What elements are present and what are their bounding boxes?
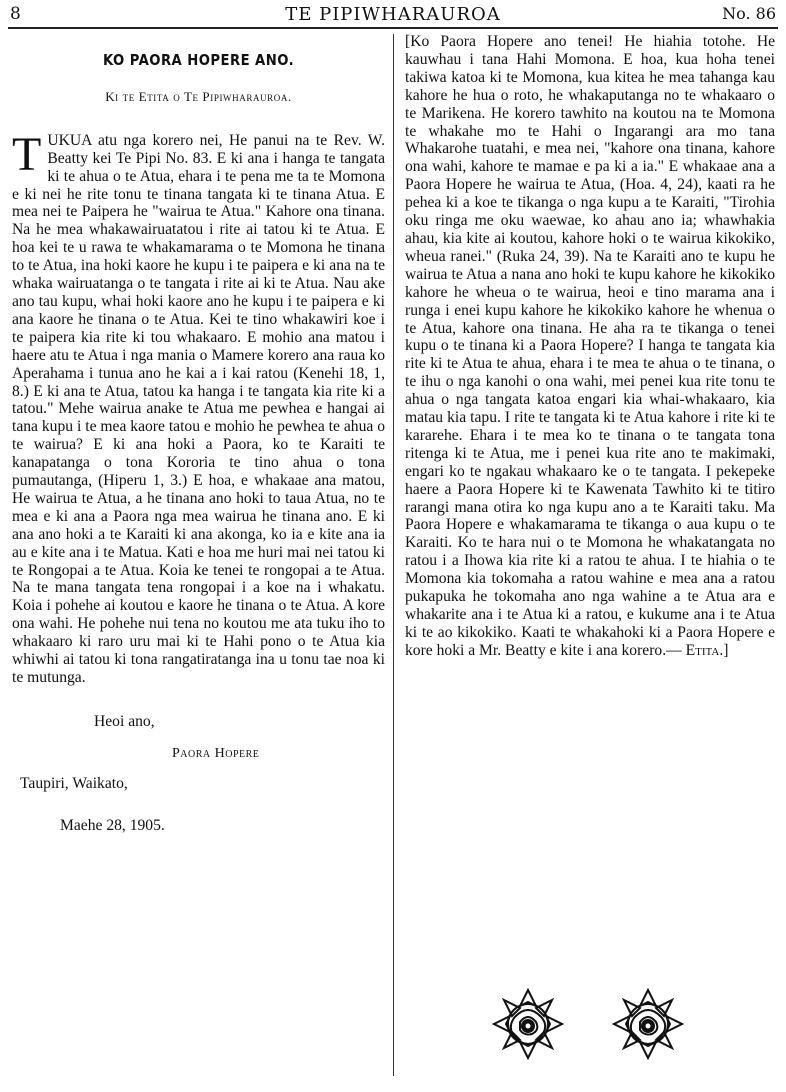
column-divider [393, 34, 394, 1076]
running-head [10, 4, 776, 28]
header-rule [8, 27, 778, 29]
rose-ornament-icon [612, 988, 684, 1060]
page-number: 8 [10, 4, 21, 24]
left-column [12, 36, 385, 835]
drop-cap: T [12, 127, 42, 181]
rose-ornament-right [612, 988, 684, 1060]
article-title: KO PAORA HOPERE ANO. [102, 51, 295, 69]
letter-text: UKUA atu nga korero nei, He panui na te Rev. W. Beatty kei Te Pipi No. 83. E ki ana i hanga te tangata ki te ahua o te Atua, ehara i te pena me ta te Momona e ki nei he rite tonu te tinana tangata ki te tinana Atua. E mea nei te Paipera he "wairua te Atua." Kahore ona tinana. Na he mea whakawairuatatou i rite ai tatou ki te Atua. E hoa kei te u rawa te whakamarama o te Momona he tinana to te Atua, ina hoki kaore he kupu i te paipera e ki ana na te whaka wairuatanga o te tangata i rite ai ki te Atua. Nau ake ano tau kupu, whai hoki kaore ano he kupu i te paipera e ki ana kaore he tinana o te Atua. Kei te tino whakawiri koe i te paipera kia rite ki tou whakaaro. E mohio ana matou i haere atu te Atua i nga mania o Mamere korero ana raua ko Aperahama i tunua ano he kai a i kai ratou (Kenehi 18, 1, 8.) E ki ana te Atua, tatou ka hanga i te tangata kia rite ki a tatou." Mehe wairua anake te Atua me pewhea e hangai ai tana kupu i te mea kaore tatou e mohio he pewhea te ahua o te wairua? E ki ana hoki a Paora, ko te Karaiti te kanapatanga o tona Kororia te tino ahua o tona pumautanga, (Hiperu 1, 3.) E hoa, e whakaae ana matou, He wairua te Atua, a he tinana ano hoki to taua Atua, no te mea e ki ana a Paora nga mea wairua he tinana ano. E ki ana ano hoki a te Karaiti ki ana akonga, ko ia e kite ana ia au e kite ana i te Matua. Kati e hoa me huri mai nei tatou ki te Rongopai a te Atua. Koia ke tenei te rongopai a te Atua. Na te mana tangata tena rongopai i a koe na i whakatu. Koia i pohehe ai koutou e kaore he tinana o te Atua. A kore ona wahi. He pohehe nui tena no koutou me ata tuku iho to whakaaro ki raro uru mai ki te Hahi pono o te Atua kia whiwhi ai tatou ki tona rangatiratanga ina u tonu tae noa ki te mutunga. [12, 131, 385, 686]
rose-ornament-left [492, 988, 564, 1060]
issue-number: No. 86 [722, 4, 776, 23]
editor-note-text: [Ko Paora Hopere ano tenei! He hiahia totohe. He kauwhau i tana Hahi Momona. E hoa, kua hoha tenei takiwa katoa ki te Momona, kua kitea he mea tahanga kau kahore he hua o roto, he whakaputanga no te whakaaro o te Marikena. He korero tawhito na koutou na te Momona te whakahe mo te Hahi o Ingarangi ara mo tana Whakarohe tuatahi, e mea nei, "kahore ona tinana, kahore ona wahi, kahore te mamae e pa ki a ia." E whakaae ana a Paora Hopere he wairua te Atua, (Hoa. 4, 24), kaati ra he pehea ki a koe te tikanga o nga kupu a te Karaiti, "Tirohia oku ringa me oku waewae, ko ahau ano ia; whawhakia ahau, kia kite ai koutou, kahore hoki o te wairua kikokiko, wheua ranei." (Ruka 24, 39). Na te Karaiti ano te kupu he wairua te Atua a nana ano hoki te kupu kahore he kikokiko kahore he wheua o te wairua, heoi e tino marama ana i runga i enei kupu kahore he kikokiko kahore he whenua o te Atua, kahore ona tinana. He aha ra te tikanga o tenei kupu o te tinana ki a Paora Hopere? I hanga te tangata kia rite ki te Atua te ahua, ehara i te mea te ahua o te tinana, o te ihu o nga kanohi o ona wahi, mei penei kua rite tonu te ahua o nga tangata katoa engari kia whai-whakaaro, kia matau kia tapu. I rite te tangata ki te Atua kahore i rite ki te kararehe. Ehara i te mea ko te tinana o te tangata tona ritenga ki te Atua, me i penei kua rite ano te makimaki, engari ko te ngakau whakaaro ke o te tangata. I pekepeke haere a Paora Hopere ki te Kawenata Tawhito ki te titiro rarangi mana otira ko nga kupu ano a te Karaiti taku. Ma Paora Hopere e whakamarama te tikanga o aua kupu o te Karaiti. Ko te hara nui o te Momona he whakatangata no ratou i a Ihowa kia rite ki a ratou te ahua. I te hiahia o te Momona kia tokomaha a ratou wahine e mea ana a ratou pukapuka he tokomaha ano nga wahine a te Atua ara e whakarite ana i te Atua ki a ratou, e kukume ana i te Atua ki te ao kikokiko. Kaati te whakahoki ki a Paora Hopere e kore hoki a Mr. Beatty e kite i ana korero.— [405, 33, 775, 659]
editor-note [405, 33, 775, 660]
author-signature: Paora Hopere [172, 745, 260, 761]
publication-title: TE PIPIWHARAUROA [285, 4, 501, 25]
letter-closing: Heoi ano, [94, 712, 155, 730]
editor-signature: Etita.] [685, 641, 729, 659]
article-subheading: Ki te Etita o Te Pipiwharauroa. [105, 88, 292, 104]
letter-place: Taupiri, Waikato, [20, 774, 128, 792]
rose-ornament-icon [492, 988, 564, 1060]
letter-body [12, 127, 385, 687]
letter-date: Maehe 28, 1905. [60, 816, 165, 834]
